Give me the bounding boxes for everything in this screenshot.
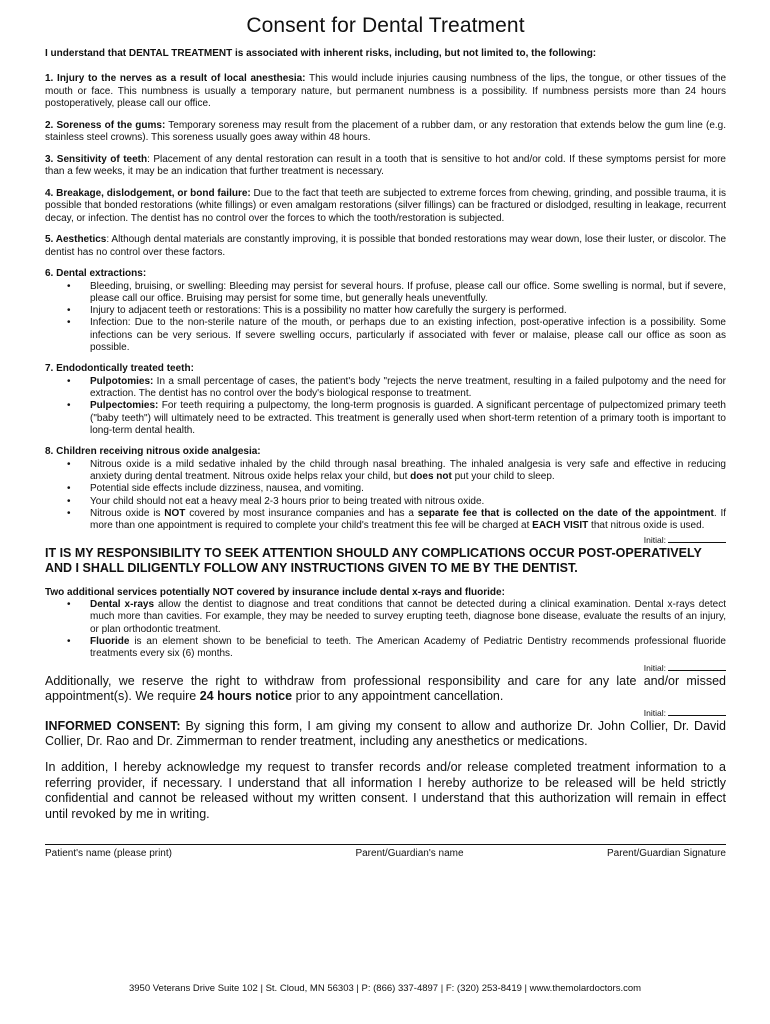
list-item: • Potential side effects include dizziness, nausea, and vomiting. [90,483,726,495]
section-text: Temporary soreness may result from the placement of a rubber dam, or any restoration that extends below the gum line (e.g. stainless steel crowns). This soreness usually goes away within 48 hours. [45,119,726,143]
section-heading: 1. Injury to the nerves as a result of local anesthesia: [45,73,306,84]
term: Fluoride [90,635,130,647]
list-item [90,459,726,484]
initial-input-line[interactable] [668,534,726,543]
item-text: Nitrous oxide is a mild sedative inhaled by the child through nasal breathing. The inhaled analgesia is very safe and effective in reducing anxiety during dental treatment. Nitrous oxide helps relax your child, but [90,458,726,483]
responsibility-statement: IT IS MY RESPONSIBILITY TO SEEK ATTENTION SHOULD ANY COMPLICATIONS OCCUR POST-OPERATIVELY AND I SHALL DILIGENTLY FOLLOW ANY INSTRUCTIONS GIVEN TO ME BY THE DENTIST. [45,545,702,576]
item-bold: EACH VISIT [532,520,589,532]
guardian-signature-label: Parent/Guardian Signature [607,848,726,860]
item-bold: NOT [164,507,186,519]
list-item [90,599,726,636]
records-release-statement: In addition, I hereby acknowledge my request to transfer records and/or release completed treatment information to a referring provider, if necessary. I understand that all information I hereby authorize to be released will be held strictly confidential and cannot be released without my written consent. I understand that this authorization will remain in effect until revoked by me in writing. [45,759,726,821]
informed-consent-heading: INFORMED CONSENT: [45,718,181,733]
endodontic-list [45,376,726,437]
section-heading: 4. Breakage, dislodgement, or bond failure: [45,187,251,199]
item-bold: separate fee that is collected on the date of the appointment [417,507,714,519]
page-title: Consent for Dental Treatment [246,14,525,37]
section-tooth-sensitivity [45,154,726,179]
section-endodontic [45,363,726,437]
nitrous-oxide-list [45,459,726,533]
section-text: This would include injuries causing numbness of the lips, the tongue, or other tissues of the mouth or face. This numbness is usually a temporary nature, but permanent numbness is a possibility. If numbness persists more than 24 hours postoperatively, please call our office. [45,73,727,109]
section-heading: 2. Soreness of the gums: [45,119,166,131]
item-text: Nitrous oxide is [90,507,165,519]
term-text: For teeth requiring a pulpectomy, the long-term prognosis is guarded. A significant percentage of pulpectomized primary teeth ("baby teeth") will ultimately need to be extracted. This treatment is generally used when short-term retention of a primary tooth is important to long-term dental health. [90,400,726,436]
section-additional-services [45,587,726,661]
section-text: : Although dental materials are constantly improving, it is possible that bonded restorations may wear down, lose their luster, or discolor. The dentist has no control over these factors. [45,234,726,258]
signature-line[interactable] [45,844,726,845]
item-text: . If more than one appointment is required to complete your child's treatment this fee will be charged at [90,507,727,532]
section-heading: 6. Dental extractions: [45,268,147,279]
item-text: put your child to sleep. [451,471,555,483]
statement-text: Additionally, we reserve the right to withdraw from professional responsibility and care for any late and/or missed appointment(s). We require [45,673,726,704]
section-text: : Placement of any dental restoration can result in a tooth that is sensitive to hot and/or cold. If these symptoms persist for more than a few weeks, it may be an indication that further treatment is necessary. [45,153,726,177]
list-item: • Infection: Due to the non-sterile nature of the mouth, or perhaps due to an existing infection, post-operative infection is a possibility. Some infections can be very serious. If severe swelling occurs, particularly if associated with fever or malaise, please call our office as soon as possible. [90,317,726,354]
section-nerve-injury [45,73,726,111]
informed-consent-text: By signing this form, I am giving my consent to allow and authorize Dr. John Collier, Dr. David Collier, Dr. Rao and Dr. Zimmerman to render treatment, including any anesthetics or medications. [45,718,726,749]
statement-text: prior to any appointment cancellation. [292,689,504,704]
section-extractions [45,268,726,354]
extraction-risk-list [45,281,726,355]
item-bold: does not [410,471,452,483]
section-heading: Two additional services potentially NOT covered by insurance include dental x-rays and fluoride: [45,586,505,598]
list-item [90,508,726,533]
initial-label: Initial: [643,534,666,545]
term: Dental x-rays [90,599,155,611]
section-nitrous-oxide [45,446,726,532]
item-text: that nitrous oxide is used. [588,520,705,532]
list-item [90,636,726,661]
guardian-name-label: Parent/Guardian's name [355,848,464,860]
list-item: • Bleeding, bruising, or swelling: Bleeding may persist for several hours. If profuse, please call our office. Some swelling is normal, but if severe, please call our office. Bruising may persist for some time, but generally heals uneventfully. [90,281,726,306]
section-heading: 3. Sensitivity of teeth [45,153,148,165]
signature-labels [45,848,726,859]
list-item [90,400,726,437]
initial-label: Initial: [643,662,666,673]
withdraw-statement [45,674,726,705]
term-text: is an element shown to be beneficial to teeth. The American Academy of Pediatric Dentistry recommends professional fluoride treatments every six (6) months. [90,635,726,660]
initial-field-3 [45,707,726,719]
initial-input-line[interactable] [668,662,726,671]
term: Pulpectomies: [90,400,159,412]
initial-label: Initial: [643,707,666,718]
patient-name-label: Patient's name (please print) [45,848,172,860]
term: Pulpotomies: [90,375,154,387]
additional-services-list [45,599,726,660]
section-heading: 5. Aesthetics [45,234,107,245]
section-text: Due to the fact that teeth are subjected to extreme forces from chewing, grinding, and possible trauma, it is possible that bonded restorations (white fillings) or even amalgam restorations (silver fillings) can be fractured or dislodged, resulting in leakage, recurrent decay, or infection. The dentist has no control over the forces to which the tooth/restoration is subjected. [45,187,726,224]
initial-field-2 [45,662,726,674]
section-aesthetics [45,234,726,259]
section-heading: 7. Endodontically treated teeth: [45,363,194,375]
list-item: • Injury to adjacent teeth or restorations: This is a possibility no matter how carefully the surgery is performed. [90,305,726,317]
intro-statement: I understand that DENTAL TREATMENT is associated with inherent risks, including, but not limited to, the following: [45,48,597,59]
consent-document [45,0,726,859]
item-text: covered by most insurance companies and has a [185,507,418,519]
informed-consent [45,719,726,750]
section-heading: 8. Children receiving nitrous oxide analgesia: [45,446,261,458]
section-breakage [45,188,726,226]
list-item [90,376,726,401]
section-gum-soreness [45,120,726,145]
list-item: • Your child should not eat a heavy meal 2-3 hours prior to being treated with nitrous oxide. [90,496,726,508]
statement-bold: 24 hours notice [199,689,293,704]
term-text: In a small percentage of cases, the patient's body "rejects the nerve treatment, resulting in a failed pulpotomy and the need for extraction. The dentist has no control over the body's biological response to treatment. [90,375,726,400]
initial-field-1 [45,534,726,546]
term-text: allow the dentist to diagnose and treat conditions that cannot be detected during a clinical examination. Dental x-rays detect much more than cavities. For example, they may be needed to survey erupting teeth, diagnose bone disease, evaluate the results of an injury, or plan orthodontic treatment. [90,599,726,635]
footer-address: 3950 Veterans Drive Suite 102 | St. Cloud, MN 56303 | P: (866) 337-4897 | F: (320) 253-8419 | www.themolardoctors.com [128,983,642,994]
initial-input-line[interactable] [668,707,726,716]
